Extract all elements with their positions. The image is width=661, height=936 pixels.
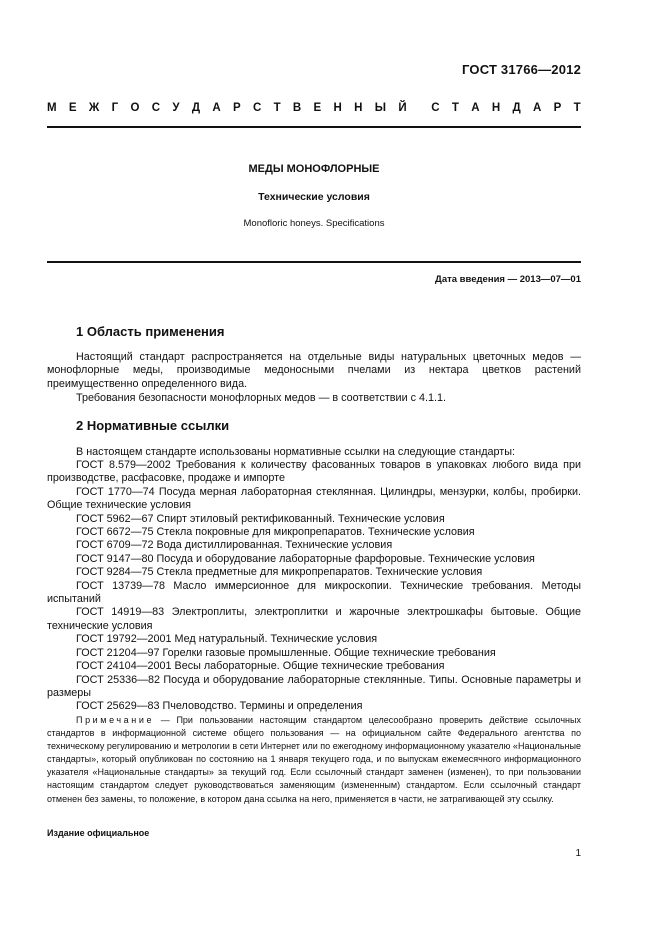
- note-label: Примечание: [76, 715, 155, 725]
- english-title: Monofloric honeys. Specifications: [243, 218, 385, 229]
- reference-item: ГОСТ 5962—67 Спирт этиловый ректификованный. Технические условия: [76, 512, 445, 525]
- reference-item: ГОСТ 6709—72 Вода дистиллированная. Технические условия: [76, 539, 393, 552]
- reference-item: ГОСТ 8.579—2002 Требования к количеству фасованных товаров в упаковках любого вида при производстве, расфасовке, продаже и импорте: [47, 459, 581, 485]
- section-1-heading: 1 Область применения: [76, 324, 225, 339]
- banner-letter: Т: [573, 102, 581, 114]
- banner-letter: Т: [451, 102, 459, 114]
- reference-item: ГОСТ 14919—83 Электроплиты, электроплитки и жарочные электрошкафы бытовые. Общие технические условия: [47, 606, 581, 632]
- section-1-paragraph-1: Настоящий стандарт распространяется на отдельные виды натуральных цветочных медов — монофлорные меды, производимые медоносными пчелами из нектара цветков растений преимущественно определенного вида.: [47, 351, 581, 390]
- banner-letter: Р: [232, 102, 241, 114]
- section-2-heading: 2 Нормативные ссылки: [76, 418, 230, 433]
- banner-letter: С: [252, 102, 262, 114]
- header-divider: [47, 126, 581, 128]
- banner-letter: Н: [491, 102, 501, 114]
- reference-item: ГОСТ 9284—75 Стекла предметные для микропрепаратов. Технические условия: [76, 566, 483, 579]
- banner-letter: Ы: [374, 102, 387, 114]
- reference-item: ГОСТ 6672—75 Стекла покровные для микропрепаратов. Технические условия: [76, 526, 475, 539]
- edition-label: Издание официальное: [47, 828, 150, 838]
- section-1-paragraph-2: Требования безопасности монофлорных медов — в соответствии с 4.1.1.: [76, 392, 447, 404]
- reference-item: ГОСТ 21204—97 Горелки газовые промышленные. Общие технические требования: [76, 646, 496, 659]
- reference-item: ГОСТ 25336—82 Посуда и оборудование лабораторные стеклянные. Типы. Основные параметры и размеры: [47, 673, 581, 699]
- page-number: 1: [575, 848, 581, 859]
- standard-number: ГОСТ 31766—2012: [462, 62, 581, 77]
- banner-letter: В: [292, 102, 302, 114]
- banner-letter: У: [172, 102, 180, 114]
- title-divider: [47, 261, 581, 263]
- banner-letter: А: [212, 102, 221, 114]
- reference-item: ГОСТ 24104—2001 Весы лабораторные. Общие технические требования: [76, 660, 445, 673]
- banner-letter: Р: [553, 102, 562, 114]
- note: [47, 714, 581, 806]
- banner-letter: С: [151, 102, 161, 114]
- reference-item: ГОСТ 9147—80 Посуда и оборудование лабораторные фарфоровые. Технические условия: [76, 552, 535, 565]
- interstate-standard-banner: [47, 102, 581, 114]
- banner-letter: О: [130, 102, 140, 114]
- section-2-intro: В настоящем стандарте использованы нормативные ссылки на следующие стандарты:: [76, 446, 515, 458]
- banner-letter: Н: [333, 102, 342, 114]
- references-list: [47, 459, 581, 714]
- document-title: МЕДЫ МОНОФЛОРНЫЕ: [248, 163, 380, 175]
- banner-letter: Г: [111, 102, 119, 114]
- banner-letter: Д: [512, 102, 521, 114]
- reference-item: ГОСТ 25629—83 Пчеловодство. Термины и определения: [76, 700, 363, 713]
- banner-letter: А: [532, 102, 542, 114]
- banner-letter: С: [431, 102, 440, 114]
- banner-letter: А: [471, 102, 480, 114]
- reference-item: ГОСТ 19792—2001 Мед натуральный. Технические условия: [76, 633, 378, 646]
- banner-letter: Д: [191, 102, 201, 114]
- banner-letter: Т: [273, 102, 281, 114]
- banner-letter: Й: [398, 102, 407, 114]
- reference-item: ГОСТ 1770—74 Посуда мерная лабораторная стеклянная. Цилиндры, мензурки, колбы, пробирки. Общие технические условия: [47, 485, 581, 512]
- note-text: — При пользовании настоящим стандартом целесообразно проверить действие ссылочных стандартов в информационной системе общего пользования — на официальном сайте Федерального агентства по техническому регулированию и метрологии в сети Интернет или по ежегодному информационному указателю «Национальные стандарты», который опубликован по состоянию на 1 января текущего года, и по выпускам ежемесячного информационного указателя «Национальные стандарты» за текущий год. Если ссылочный стандарт заменен (изменен), то при пользовании настоящим стандартом следует руководствоваться заменяющим (измененным) стандартом. Если ссылочный стандарт отменен без замены, то положение, в котором дана ссылка на него, применяется в части, не затрагивающей эту ссылку.: [47, 715, 581, 804]
- document-subtitle: Технические условия: [258, 191, 370, 203]
- banner-letter: Ж: [88, 102, 100, 114]
- reference-item: ГОСТ 13739—78 Масло иммерсионное для микроскопии. Технические требования. Методы испытаний: [47, 579, 581, 606]
- banner-letter: Е: [313, 102, 322, 114]
- intro-date: Дата введения — 2013—07—01: [435, 274, 581, 285]
- banner-letter: М: [47, 102, 57, 114]
- banner-letter: Е: [68, 102, 77, 114]
- banner-letter: Н: [354, 102, 363, 114]
